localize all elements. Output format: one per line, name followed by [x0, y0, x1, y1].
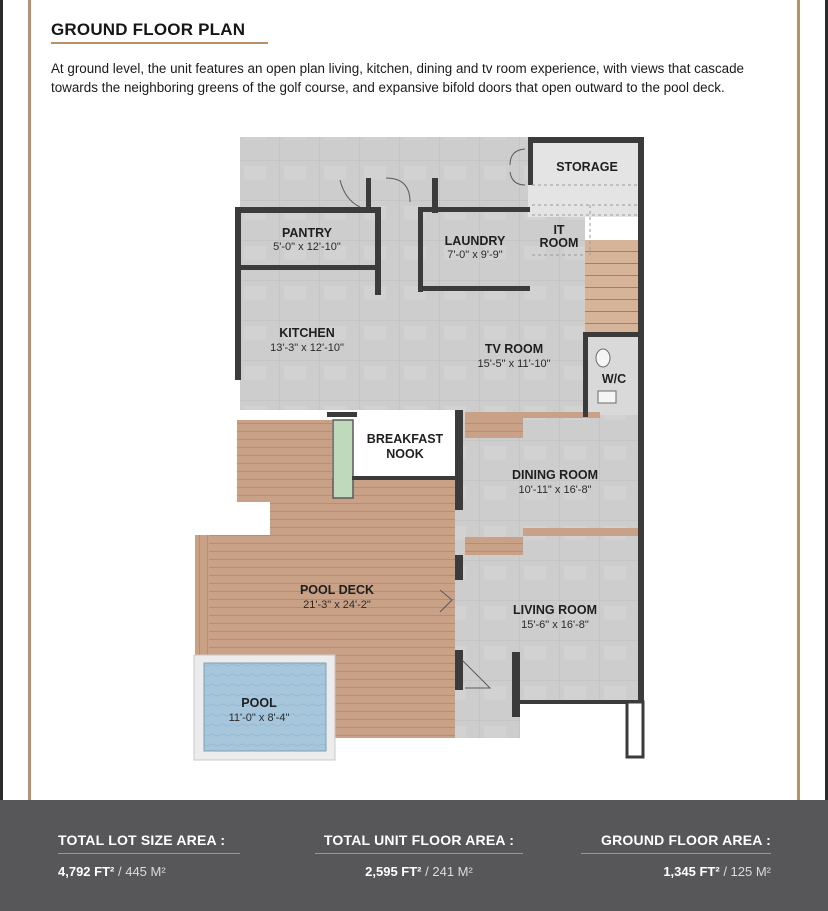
dining-dims: 10'-11" x 16'-8" — [518, 484, 592, 496]
pool-deck-dims: 21'-3" x 24'-2" — [303, 599, 371, 611]
stat-value-m: / 445 M² — [117, 864, 166, 879]
stat-underline — [58, 853, 240, 854]
stat-value — [581, 864, 771, 879]
stat-value — [315, 864, 523, 879]
kitchen-dims: 13'-3" x 12'-10" — [270, 342, 344, 354]
stat-underline — [315, 853, 523, 854]
stat-lot-size — [58, 832, 240, 879]
stat-label: TOTAL LOT SIZE AREA : — [58, 832, 226, 848]
stat-value-ft: 4,792 FT² — [58, 864, 115, 879]
living-label: LIVING ROOM — [512, 603, 598, 617]
deck-strip-2 — [465, 537, 523, 555]
deck-strip-3 — [523, 528, 640, 536]
laundry-label: LAUNDRY — [444, 234, 506, 248]
pantry-label: PANTRY — [282, 226, 332, 240]
storage-label: STORAGE — [556, 160, 618, 174]
tv-room-label: TV ROOM — [484, 342, 544, 356]
wc-label: W/C — [601, 372, 627, 386]
deck-strip-1 — [465, 418, 523, 438]
living-floor — [465, 535, 640, 700]
breakfast-bench — [333, 420, 353, 498]
stat-value — [58, 864, 240, 879]
pool-label: POOL — [241, 696, 277, 710]
stat-label: TOTAL UNIT FLOOR AREA : — [323, 832, 515, 848]
pool-dims: 11'-0" x 8'-4" — [228, 712, 290, 724]
kitchen-label: KITCHEN — [279, 326, 335, 340]
stat-ground-floor — [581, 832, 771, 879]
tv-room-dims: 15'-5" x 11'-10" — [477, 358, 551, 370]
breakfast-label-1: BREAKFAST — [366, 432, 444, 446]
dining-label: DINING ROOM — [511, 468, 599, 482]
stat-label: GROUND FLOOR AREA : — [601, 832, 771, 848]
kitchen-floor — [240, 270, 585, 410]
it-room-label-1: IT — [553, 223, 565, 237]
stat-value-m: / 241 M² — [425, 864, 473, 879]
stat-value-ft: 1,345 FT² — [663, 864, 720, 879]
staircase — [585, 240, 640, 335]
pantry-dims: 5'-0" x 12'-10" — [273, 241, 341, 253]
deck-step-left — [195, 535, 209, 662]
page-title: GROUND FLOOR PLAN — [51, 20, 246, 39]
deck-strip-4 — [465, 412, 600, 418]
laundry-dims: 7'-0" x 9'-9" — [447, 249, 503, 261]
right-door-frame — [627, 702, 643, 757]
intro-paragraph: At ground level, the unit features an open plan living, kitchen, dining and tv room experience, with views that cascade towards the neighboring greens of the golf course, and expansive bifold doors that open outward to the pool deck. — [51, 61, 745, 95]
it-room-label-2: ROOM — [539, 236, 579, 250]
stat-value-m: / 125 M² — [723, 864, 771, 879]
stat-value-ft: 2,595 FT² — [365, 864, 422, 879]
living-dims: 15'-6" x 16'-8" — [521, 619, 589, 631]
stat-underline — [581, 853, 771, 854]
breakfast-label-2: NOOK — [386, 447, 424, 461]
pool-deck-label: POOL DECK — [299, 583, 375, 597]
stat-unit-floor — [315, 832, 523, 879]
